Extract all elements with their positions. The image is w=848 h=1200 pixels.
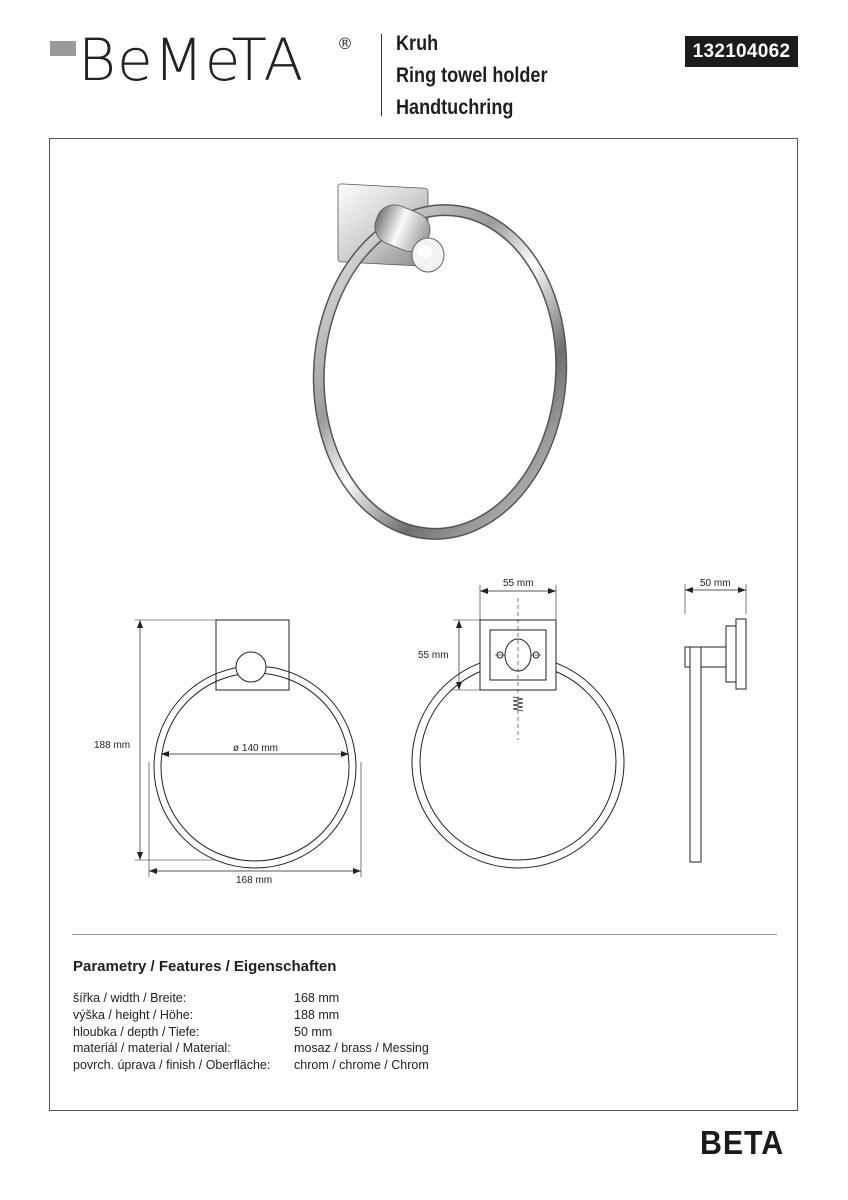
spec-row-material	[73, 1041, 473, 1058]
mounting-view	[412, 585, 624, 868]
brand-logo: BeMeTA	[78, 26, 305, 94]
depth-dimension-label: 50 mm	[700, 578, 731, 589]
registered-mark: ®	[337, 34, 353, 53]
section-divider	[72, 934, 777, 935]
spec-value: mosaz / brass / Messing	[294, 1041, 429, 1056]
spec-row-width	[73, 991, 473, 1008]
product-code-badge: 132104062	[685, 36, 798, 67]
spec-label: povrch. úprava / finish / Oberfläche:	[73, 1058, 271, 1073]
spec-label: výška / height / Höhe:	[73, 1007, 194, 1022]
series-name: BETA	[700, 1124, 785, 1161]
width-dimension-label: 168 mm	[236, 875, 273, 886]
side-view	[685, 584, 746, 862]
spec-row-depth	[73, 1025, 473, 1042]
spec-value: 50 mm	[294, 1024, 333, 1039]
diameter-dimension-label: ø 140 mm	[233, 743, 279, 754]
spec-table	[73, 991, 473, 1075]
spec-value: 188 mm	[294, 1007, 340, 1022]
product-name-en: Ring towel holder	[396, 64, 548, 87]
spec-label: šířka / width / Breite:	[73, 991, 187, 1005]
product-name-de: Handtuchring	[396, 96, 514, 119]
spec-row-finish	[73, 1058, 473, 1075]
product-illustration	[308, 184, 572, 542]
spec-label: hloubka / depth / Tiefe:	[73, 1024, 200, 1039]
spec-row-height	[73, 1008, 473, 1025]
product-name-cs: Kruh	[396, 32, 439, 55]
height-dimension-label: 188 mm	[94, 740, 131, 751]
parameters-title: Parametry / Features / Eigenschaften	[73, 958, 337, 975]
spec-label: materiál / material / Material:	[73, 1041, 231, 1056]
plate-width-label: 55 mm	[503, 578, 534, 589]
spec-value: 168 mm	[294, 991, 340, 1005]
spec-value: chrom / chrome / Chrom	[294, 1058, 429, 1073]
plate-height-label: 55 mm	[418, 650, 449, 661]
